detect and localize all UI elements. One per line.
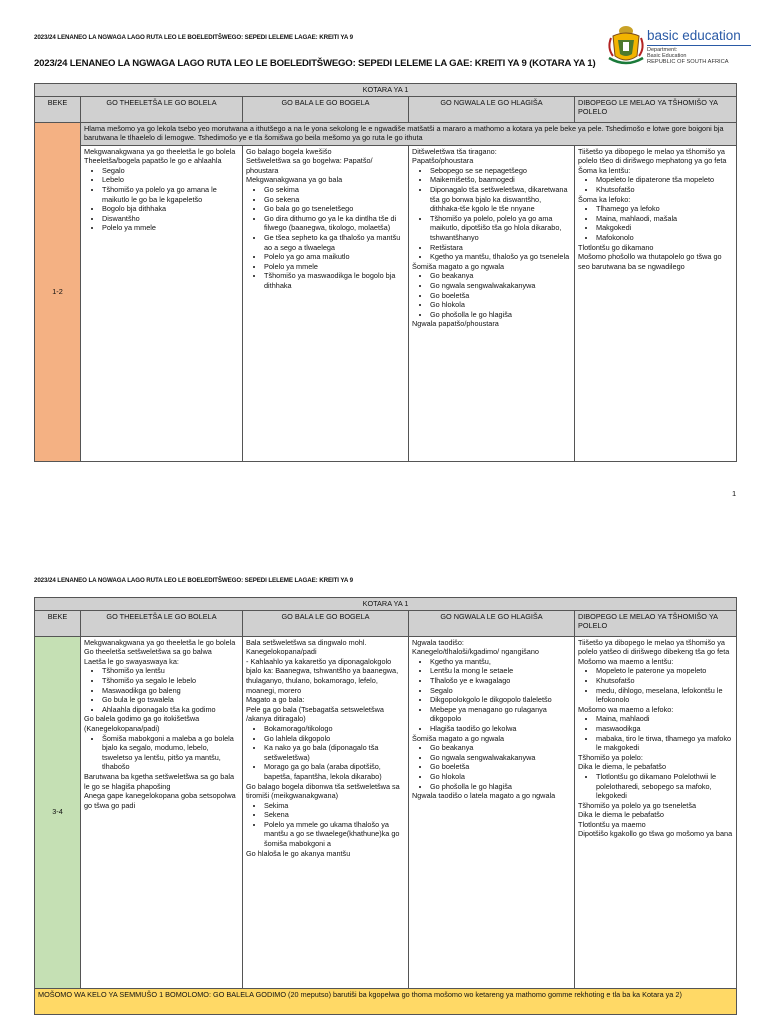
writing-cell <box>409 145 575 461</box>
cell-text: Šomiša magato a go ngwala <box>412 733 505 743</box>
list-item: • Polelo ya go ama maikutlo <box>264 252 405 262</box>
logo-department-name: Basic Education <box>647 53 687 59</box>
list-item: • Maina, mahlaodi, mašala <box>596 214 733 224</box>
cell-text: Magato a go bala: <box>246 695 305 705</box>
list-item: • Go sekena <box>264 195 405 205</box>
cell-text: Laetša le go swayaswaya ka: <box>84 656 179 666</box>
list-item: • Kgetho ya mantšu, <box>430 657 571 667</box>
cell-text: Papatšo/phoustara <box>412 156 474 166</box>
cell-text: Pele ga go bala (Tsebagatša setsweletšwa /akanya ditiragalo) <box>246 704 384 724</box>
col-header-listening: GO THEELETŠA LE GO BOLELA <box>81 610 243 636</box>
list-item: • Go lahlela dikgopolo <box>264 734 405 744</box>
cell-text: Theeletša/bogela papatšo le go e ahlaahla <box>84 156 222 166</box>
list-item: • Go bula le go tswalela <box>102 695 239 705</box>
list-item: • Morago ga go bala (araba dipotšišo, bapetša, fapantšha, lekola dikarabo) <box>264 762 405 781</box>
list-item: • Go ngwala sengwalwakakanywa <box>430 753 571 763</box>
cell-text: Šoma ka lentšu: <box>578 165 631 175</box>
col-header-beke: BEKE <box>35 610 81 636</box>
cell-text: Go balago bogela dibonwa tša setšweletšwa sa tiromiši (meikgwanakgwana) <box>246 781 400 801</box>
list-item: • Diswantšho <box>102 214 239 224</box>
bullet-list <box>412 743 571 791</box>
cell-text: Kanegelo/tlhaloši/kgadimo/ ngangišano <box>412 647 539 657</box>
cell-text: Mekgwanakgwana ya go bala <box>246 175 343 185</box>
cell-text: Go theeletša setšweletšwa sa go balwa <box>84 647 212 657</box>
list-item: • maswaodikga <box>596 724 733 734</box>
week-cell: 1-2 <box>35 122 81 461</box>
bullet-list <box>246 801 405 849</box>
page1-running-header: 2023/24 LENANEO LA NGWAGA LAGO RUTA LEO LE BOELEDITŠWEGO: SEPEDI LELEME LAGAE: KREITI YA 9 <box>34 34 353 41</box>
list-item: • Maswaodikga go baleng <box>102 686 239 696</box>
cell-text: - Kahlaahlo ya kakaretšo ya diponagalokgolo bjalo ka: Baanegwa, tshwantšho ya baanegwa, thulaganyo, thulano, bokamorago, lefelo, moanegi, morero <box>246 656 399 695</box>
list-item: • Mopeleto le paterone ya mopeleto <box>596 666 733 676</box>
cell-text: Go balago bogela kwešišo <box>246 146 332 156</box>
list-item: • Mafokonolo <box>596 233 733 243</box>
list-item: • Bogolo bja dithhaka <box>102 204 239 214</box>
list-item: • Segalo <box>102 166 239 176</box>
list-item: • Maina, mahlaodi <box>596 714 733 724</box>
bullet-list <box>84 166 239 233</box>
list-item: • Polelo ya mmele go ukama tlhalošo ya mantšu a go se tlwaelege(khathune)ka go šomiša mabokgoni a <box>264 820 405 849</box>
col-header-language: DIBOPEGO LE MELAO YA TŠHOMIŠO YA POLELO <box>575 96 737 122</box>
list-item: • Tlotlontšu go dikamano Polelothwii le polelotharedi, sebopego sa mafoko, lekgokedi <box>596 772 733 801</box>
col-header-beke: BEKE <box>35 96 81 122</box>
list-item: • medu, dihlogo, meselana, lefokontšu le lefokonolo <box>596 686 733 705</box>
cell-text: Mekgwanakgwana ya go theeletša le go bolela <box>84 146 236 156</box>
listening-cell <box>81 145 243 461</box>
cell-text: Šomiša magato a go ngwala <box>412 261 505 271</box>
cell-text: Dika le diema, le pebafatšo <box>578 762 667 772</box>
bullet-list <box>84 666 239 714</box>
list-item: • Sekena <box>264 810 405 820</box>
cell-text: Ngwala taodišo o latela magato a go ngwala <box>412 791 556 801</box>
list-item: • Go hlokola <box>430 300 571 310</box>
list-item: • Dikgopolokgolo le dikgopolo tlaleletšo <box>430 695 571 705</box>
list-item: • Tlhamego ya lefoko <box>596 204 733 214</box>
list-item: • Mopeleto le dipaterone tša mopeleto <box>596 175 733 185</box>
list-item: • Go sekima <box>264 185 405 195</box>
cell-text: Go balela godimo ga go itokišetšwa (Kanegelokopana/padi) <box>84 714 200 733</box>
cell-text: Dika le diema le pebafatšo <box>578 810 664 820</box>
cell-text: Ditšweletšwa tša tiragano: <box>412 146 497 156</box>
logo-department: Department: <box>647 47 678 53</box>
cell-text: Tlotlontšu ya maemo <box>578 819 646 829</box>
list-item: • Tlhalošo ye e kwagalago <box>430 676 571 686</box>
col-header-reading: GO BALA LE GO BOGELA <box>243 96 409 122</box>
list-item: • Retšistara <box>430 243 571 253</box>
page1-schedule-table <box>34 83 737 462</box>
language-cell <box>575 145 737 461</box>
listening-cell <box>81 636 243 988</box>
list-item: • Polelo ya mmele <box>264 262 405 272</box>
cell-text: Setšweletšwa sa go bogelwa: Papatšo/ phoustara <box>246 156 373 175</box>
page2-schedule-table <box>34 597 737 1015</box>
list-item: • Ka nako ya go bala (diponagalo tša setšweletšwa) <box>264 743 405 762</box>
bullet-list <box>578 204 733 242</box>
list-item: • Mebepe ya menagano go rulaganya dikgopolo <box>430 705 571 724</box>
reading-cell <box>243 636 409 988</box>
list-item: • Khutsofatšo <box>596 185 733 195</box>
list-item: • Lentšu la mong le setaele <box>430 666 571 676</box>
list-item: • Lebelo <box>102 175 239 185</box>
col-header-listening: GO THEELETŠA LE GO BOLELA <box>81 96 243 122</box>
list-item: • Makgokedi <box>596 223 733 233</box>
list-item: • Tšhomišo ya segalo le lebelo <box>102 676 239 686</box>
list-item: • Maikemišetšo, baamogedi <box>430 175 571 185</box>
bullet-list <box>84 734 239 772</box>
list-item: • Go phošolla le go hlagiša <box>430 782 571 792</box>
cell-text: Barutwana ba kgetha setšweletšwa sa go bala le go se hlagiša phapošing <box>84 771 235 791</box>
cell-text: Ngwala papatšo/phoustara <box>412 319 499 329</box>
list-item: • Go bala go go tseneletšego <box>264 204 405 214</box>
bullet-list <box>578 714 733 752</box>
bullet-list <box>578 175 733 194</box>
list-item: • Go boeletša <box>430 291 571 301</box>
list-item: • Kgetho ya mantšu, tlhalošo ya go tsenelela <box>430 252 571 262</box>
kotara-header: KOTARA YA 1 <box>35 84 737 97</box>
coat-of-arms-icon <box>604 22 648 68</box>
bullet-list <box>578 666 733 704</box>
list-item: • Go ngwala sengwalwakakanywa <box>430 281 571 291</box>
list-item: • Go beakanya <box>430 743 571 753</box>
page2-running-header: 2023/24 LENANEO LA NGWAGA LAGO RUTA LEO LE BOELEDITŠWEGO: SEPEDI LELEME LAGAE: KREITI YA 9 <box>34 577 353 584</box>
cell-text: Tšhomišo ya polelo: <box>578 752 643 762</box>
logo-wordmark: basic education <box>647 28 741 43</box>
bullet-list <box>246 724 405 782</box>
list-item: • Polelo ya mmele <box>102 223 239 233</box>
cell-text: Ngwala taodišo: <box>412 637 464 647</box>
list-item: • Sekima <box>264 801 405 811</box>
list-item: • Go phošolla le go hlagiša <box>430 310 571 320</box>
writing-cell <box>409 636 575 988</box>
kotara-header: KOTARA YA 1 <box>35 598 737 611</box>
bullet-list <box>246 185 405 291</box>
cell-text: Tlotlontšu go dikamano <box>578 242 654 252</box>
cell-text: Anega gape kanegelokopana goba setsopolwa go tšwa go padi <box>84 791 236 810</box>
col-header-writing: GO NGWALA LE GO HLAGIŠA <box>409 96 575 122</box>
cell-text: Go hlaloša le go akanya mantšu <box>246 848 351 858</box>
col-header-reading: GO BALA LE GO BOGELA <box>243 610 409 636</box>
list-item: • Tšhomišo ya maswaodikga le bogolo bja dithhaka <box>264 271 405 290</box>
cell-text: Šoma ka lefoko: <box>578 194 631 204</box>
list-item: • Go dira dithumo go ya le ka dintlha tše di filwego (baanegwa, tikologo, molaetša) <box>264 214 405 233</box>
bullet-list <box>578 772 733 801</box>
cell-text: Mošomo phošollo wa thutapolelo go tšwa go seo barutwana ba se ngwadilego <box>578 252 722 271</box>
list-item: • Go boeletša <box>430 762 571 772</box>
list-item: • Sebopego se se nepagetšego <box>430 166 571 176</box>
dbe-logo <box>604 22 754 70</box>
list-item: • Tšhomišo ya polelo ya go amana le maikutlo le go ba le kgapeletšo <box>102 185 239 204</box>
language-cell <box>575 636 737 988</box>
list-item: • Khutsofatšo <box>596 676 733 686</box>
list-item: • Diponagalo tša setšweletšwa, dikaretwana tša go bonwa bjalo ka diswantšho, dithhaka-tše kgolo le tše nnyane <box>430 185 571 214</box>
week-cell: 3-4 <box>35 636 81 988</box>
list-item: • Go hlokola <box>430 772 571 782</box>
cell-text: Dipotšišo kgakollo go tšwa go mošomo ya bana <box>578 829 733 839</box>
cell-text: Bala setšweletšwa sa dingwalo mohl. Kanegelokopana/padi <box>246 637 367 657</box>
list-item: • Bokamorago/tikologo <box>264 724 405 734</box>
list-item: • Tšhomišo ya lentšu <box>102 666 239 676</box>
col-header-language: DIBOPEGO LE MELAO YA TŠHOMIŠO YA POLELO <box>575 610 737 636</box>
cell-text: Mošomo wa maemo a lefoko: <box>578 704 674 714</box>
col-header-writing: GO NGWALA LE GO HLAGIŠA <box>409 610 575 636</box>
list-item: • Go beakanya <box>430 271 571 281</box>
bullet-list <box>412 271 571 319</box>
page-number: 1 <box>732 489 737 498</box>
instruction-note: Hlama mešomo ya go lekola tsebo yeo morutwana a ithutšego a na le yona sekolong le e ngwadiše matšatši a mararo a mathomo a kotara ya pele beke ya pele. Tshedimošo e lotwe gore boigoni bja barutwana le tlhaelelo di lemogwe. Tshedimošo ye e tla šomišwa go beila mešomo ya go ruta le go ithuta <box>81 122 737 145</box>
reading-cell <box>243 145 409 461</box>
cell-text: Mekgwanakgwana ya go theeletša le go bolela <box>84 637 236 647</box>
list-item: • Ge tšea sepheto ka ga tlhalošo ya mantšu ao a sego a tlwaelega <box>264 233 405 252</box>
list-item: • Tšhomišo ya polelo, polelo ya go ama maikutlo, dipotšišo tša go hlola dikarabo, tshwantšhanyo <box>430 214 571 243</box>
formal-assessment-bar: MOŠOMO WA KELO YA SEMMUŠO 1 BOMOLOMO: GO BALELA GODIMO (20 meputso) barutiši ba kgopelwa go thoma mošomo wo ketareng ya mathomo gomme rekhoting e tla ba ka Kotara ya 2) <box>35 988 737 1014</box>
list-item: • Hlagiša taodišo go lekolwa <box>430 724 571 734</box>
cell-text: Tšhomišo ya polelo ya go tseneletša <box>578 800 697 810</box>
list-item: • mabaka, tiro le tirwa, tlhamego ya mafoko le makgokedi <box>596 734 733 753</box>
bullet-list <box>412 657 571 734</box>
bullet-list <box>412 166 571 262</box>
list-item: • Šomiša mabokgoni a maleba a go bolela bjalo ka segalo, modumo, lebelo, tsweletso ya lentšu, pitšo ya mantšu, tlhabošo <box>102 734 239 772</box>
cell-text: Tiišetšo ya dibopego le melao ya tšhomišo ya polelo yatšeo di dirišwego dibekeng tša go feta <box>578 637 730 657</box>
cell-text: Mošomo wa maemo a lentšu: <box>578 656 674 666</box>
list-item: • Segalo <box>430 686 571 696</box>
cell-text: Tiišetšo ya dibopego le melao ya tšhomišo ya polelo tšeo di dirišwego mephatong ya go feta <box>578 146 727 166</box>
list-item: • Ahlaahla diponagalo tša ka godimo <box>102 705 239 715</box>
logo-country: REPUBLIC OF SOUTH AFRICA <box>647 59 729 65</box>
page1-title: 2023/24 LENANEO LA NGWAGA LAGO RUTA LEO LE BOELEDITŠWEGO: SEPEDI LELEME LA GAE: KREITI YA 9 (KOTARA YA 1) <box>34 58 596 69</box>
